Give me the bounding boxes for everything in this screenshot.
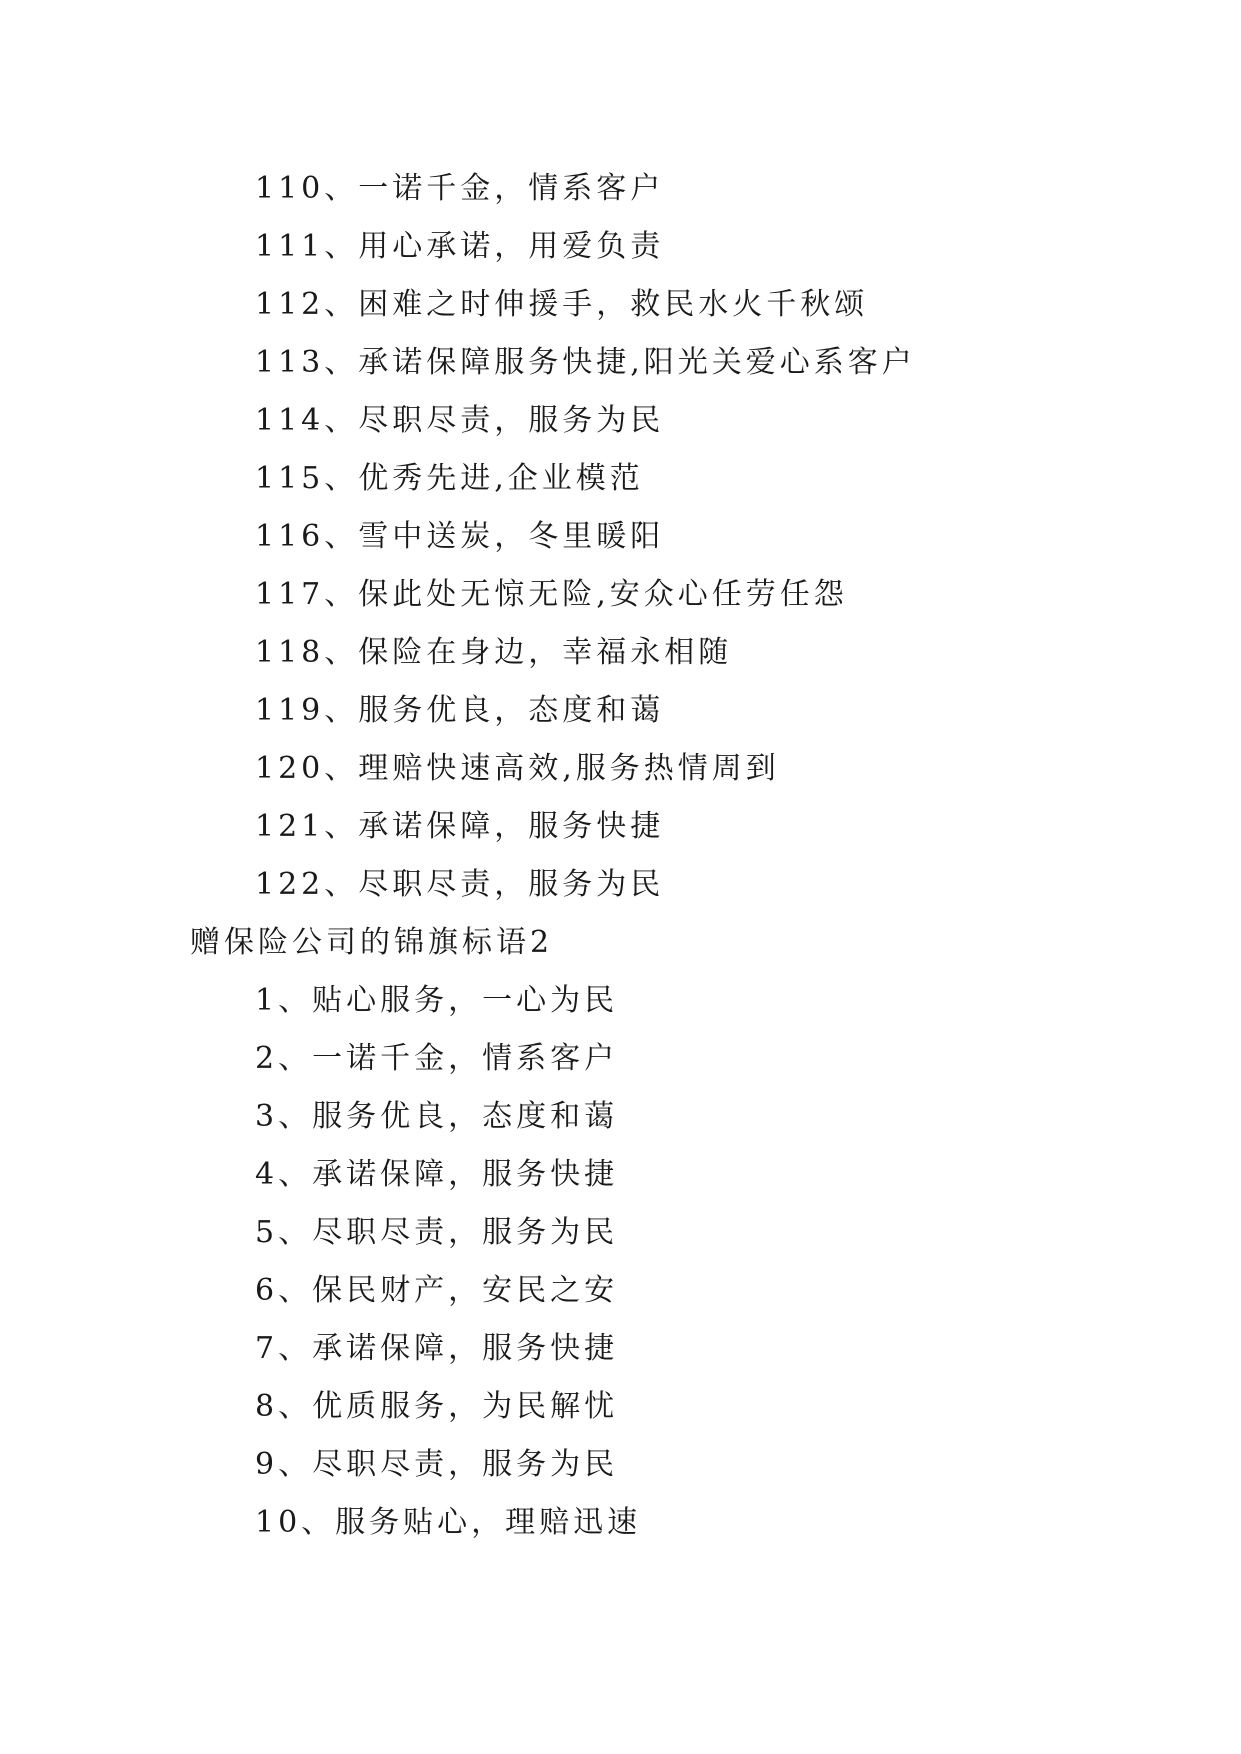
list-item: 9、尽职尽责，服务为民 bbox=[255, 1447, 619, 1482]
list-item: 116、雪中送炭，冬里暖阳 bbox=[255, 519, 665, 554]
list-item: 3、服务优良，态度和蔼 bbox=[255, 1099, 619, 1134]
list-item: 115、优秀先进,企业模范 bbox=[255, 461, 644, 496]
list-item: 110、一诺千金，情系客户 bbox=[255, 171, 665, 206]
list-item: 8、优质服务，为民解忧 bbox=[255, 1389, 619, 1424]
list-item: 121、承诺保障，服务快捷 bbox=[255, 809, 665, 844]
list-item: 113、承诺保障服务快捷,阳光关爱心系客户 bbox=[255, 345, 916, 380]
list-item: 118、保险在身边，幸福永相随 bbox=[255, 635, 733, 670]
list-item: 119、服务优良，态度和蔼 bbox=[255, 693, 665, 728]
list-item: 4、承诺保障，服务快捷 bbox=[255, 1157, 619, 1192]
list-item: 120、理赔快速高效,服务热情周到 bbox=[255, 751, 780, 786]
list-item: 111、用心承诺，用爱负责 bbox=[255, 229, 665, 264]
document-content bbox=[0, 160, 1241, 1552]
list-item: 10、服务贴心，理赔迅速 bbox=[255, 1505, 642, 1540]
list-item: 6、保民财产，安民之安 bbox=[255, 1273, 619, 1308]
list-item: 2、一诺千金，情系客户 bbox=[255, 1041, 619, 1076]
section-heading: 赠保险公司的锦旗标语2 bbox=[190, 925, 554, 960]
list-item: 5、尽职尽责，服务为民 bbox=[255, 1215, 619, 1250]
list-item: 1、贴心服务，一心为民 bbox=[255, 983, 619, 1018]
list-item: 114、尽职尽责，服务为民 bbox=[255, 403, 665, 438]
list-item: 117、保此处无惊无险,安众心任劳任怨 bbox=[255, 577, 848, 612]
list-item: 122、尽职尽责，服务为民 bbox=[255, 867, 665, 902]
list-item: 7、承诺保障，服务快捷 bbox=[255, 1331, 619, 1366]
list-item: 112、困难之时伸援手，救民水火千秋颂 bbox=[255, 287, 869, 322]
